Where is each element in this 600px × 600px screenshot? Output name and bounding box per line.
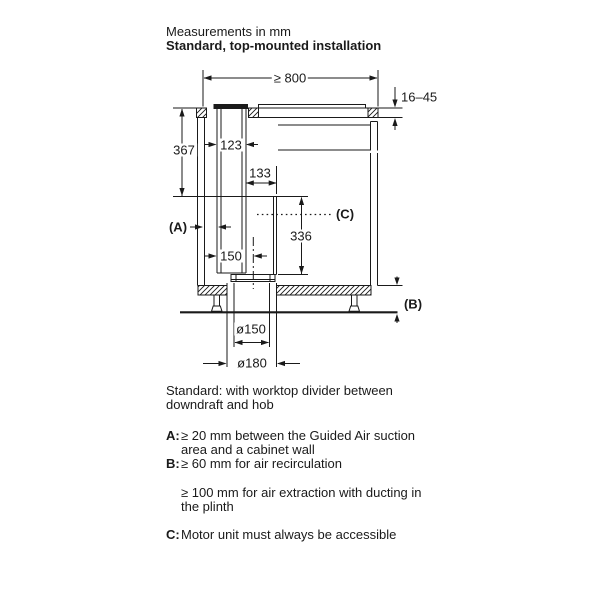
plinth-shelf-left — [198, 286, 227, 296]
label-c: (C) — [335, 206, 355, 222]
note-a-text: ≥ 20 mm between the Guided Air suction area and a cabinet wall — [181, 428, 416, 457]
dimension-duct-150 — [234, 283, 270, 347]
worktop-right-cap — [368, 108, 378, 118]
note-b-text: ≥ 60 mm for air recirculation — [181, 456, 343, 471]
dim-label-16-45: 16–45 — [401, 89, 438, 105]
note-b-key: B: — [166, 456, 180, 471]
hob-plate — [259, 105, 366, 109]
note-b — [166, 457, 436, 471]
motor-unit — [246, 197, 277, 275]
label-a: (A) — [168, 219, 188, 235]
dim-label-367: 367 — [173, 142, 195, 158]
gap-b-arrows — [378, 277, 403, 324]
foot-base — [212, 306, 223, 311]
plinth-shelf — [198, 286, 371, 296]
note-a — [166, 429, 436, 457]
plinth-shelf-right — [277, 286, 372, 296]
note-extraction: ≥ 100 mm for air extraction with ducting in the plinth — [181, 485, 422, 514]
dim-label-800: ≥ 800 — [273, 70, 307, 86]
note-c-key: C: — [166, 527, 180, 542]
dim-label-123: 123 — [220, 137, 242, 153]
dim-label-336: 336 — [290, 228, 312, 244]
foot-base — [349, 306, 360, 311]
right-cabinet-wall — [278, 122, 378, 286]
note-c — [166, 528, 436, 542]
installation-notes — [166, 384, 436, 542]
worktop-left-cap — [197, 108, 207, 118]
dim-label-150: 150 — [220, 248, 242, 264]
header-measurements: Measurements in mm — [166, 24, 291, 39]
dim-label-133: 133 — [249, 165, 271, 181]
worktop-main — [259, 108, 379, 118]
worktop-divider — [249, 108, 259, 118]
note-c-text: Motor unit must always be accessible — [181, 527, 397, 542]
label-b: (B) — [403, 296, 423, 312]
dim-label-dia180: ø180 — [237, 355, 267, 371]
left-cabinet-wall — [198, 118, 205, 286]
header-title: Standard, top-mounted installation — [166, 38, 382, 53]
gap-a-arrows — [190, 224, 231, 229]
note-a-key: A: — [166, 428, 180, 443]
tower-top-trim — [214, 105, 248, 109]
dim-label-dia150: ø150 — [236, 321, 266, 337]
note-standard: Standard: with worktop divider between downdraft and hob — [166, 383, 393, 412]
